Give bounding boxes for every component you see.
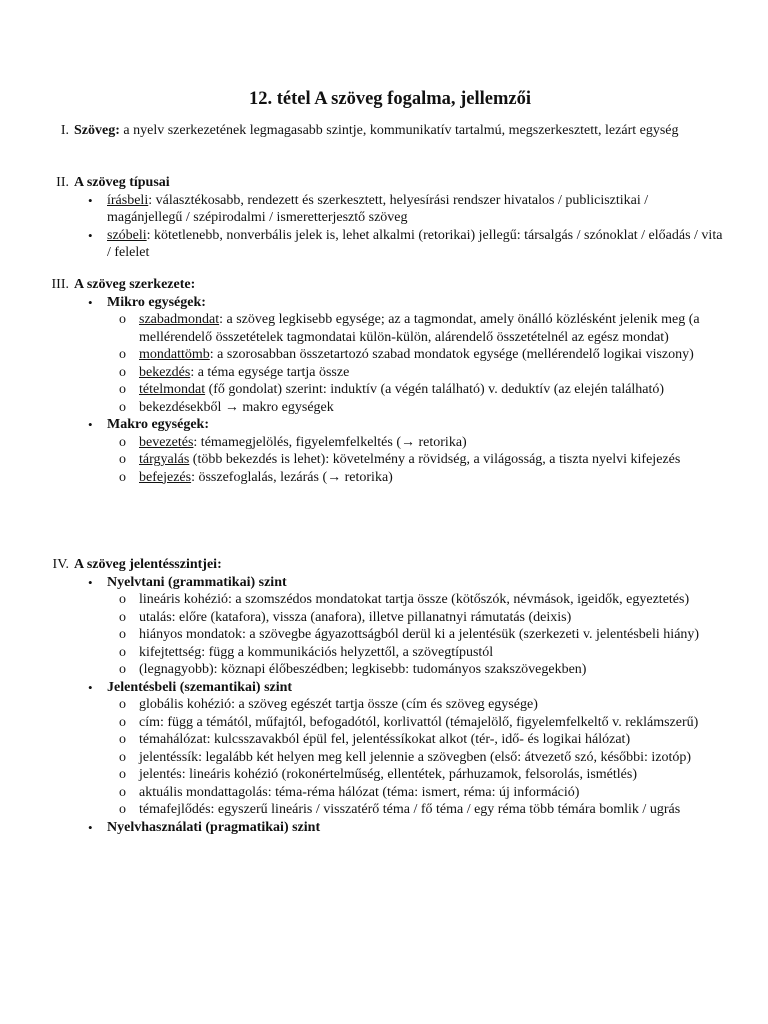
section-numeral: I. [60, 123, 69, 138]
item-text: : a téma egysége tartja össze [190, 364, 350, 380]
item-term: írásbeli [107, 192, 149, 208]
group-label: Nyelvtani (grammatikai) szint [107, 574, 287, 590]
section-szoveg [44, 122, 724, 140]
group-label: Nyelvhasználati (pragmatikai) szint [107, 819, 321, 835]
item-text: : a szöveg legkisebb egysége; az a tagmondat, amely önálló közlésként jelenik meg (a mellérendelő összetételek tagmondatai külön-külön, alárendelő összetételnél az egész mondat) [139, 312, 700, 345]
section-numeral: IV. [52, 557, 69, 572]
list-item [119, 731, 724, 749]
section-text: a nyelv szerkezetének legmagasabb szintje, kommunikatív tartalmú, megszerkesztett, lezárt egység [119, 123, 679, 138]
circle-bullet-icon: o [119, 609, 126, 625]
group-label: Makro egységek: [107, 417, 209, 432]
item-term: szabadmondat [139, 312, 220, 327]
circle-bullet-icon: o [119, 644, 126, 660]
item-text: (fő gondolat) szerint: induktív (a végén található) v. deduktív (az elején található) [205, 382, 665, 397]
circle-bullet-icon: o [119, 732, 126, 747]
list-item [119, 469, 724, 487]
list-item [119, 451, 724, 469]
list-item [119, 364, 724, 382]
circle-bullet-icon: o [119, 364, 126, 380]
item-term: bevezetés [139, 434, 194, 450]
item-text: : a szorosabban összetartozó szabad mondatok egysége (mellérendelő logikai viszony) [209, 347, 694, 362]
item-text: : témamegjelölés, figyelemfelkeltés (→ retorika) [193, 434, 467, 450]
section-heading: A szöveg jelentésszintjei: [74, 557, 222, 572]
bullet-list [44, 574, 724, 837]
item-text: témafejlődés: egyszerű lineáris / visszatérő téma / fő téma / egy réma több témára bomlik / ugrás [139, 802, 681, 817]
item-text: aktuális mondattagolás: téma-réma hálózat (téma: ismert, réma: új információ) [139, 784, 580, 800]
page-title: 12. tétel A szöveg fogalma, jellemzői [248, 89, 532, 109]
item-term: szóbeli [107, 227, 147, 243]
item-text: hiányos mondatok: a szövegbe ágyazottságból derül ki a jelentésük (szerkezeti v. jelentésbeli hiány) [139, 627, 700, 642]
circle-bullet-icon: o [119, 714, 126, 730]
bullet-icon: • [88, 819, 93, 835]
circle-bullet-icon: o [119, 802, 126, 817]
list-group-makro [88, 416, 724, 486]
bullet-icon: • [88, 227, 93, 243]
bullet-icon: • [88, 574, 93, 590]
list-item [119, 644, 724, 662]
sub-list [107, 696, 724, 819]
circle-bullet-icon: o [119, 452, 126, 467]
list-item [119, 784, 724, 802]
bullet-list [44, 294, 724, 487]
item-text: jelentés: lineáris kohézió (rokonértelműség, ellentétek, párhuzamok, felsorolás, ismétlés) [139, 767, 637, 782]
list-item [119, 311, 724, 346]
item-term: tételmondat [139, 382, 206, 397]
item-text: jelentéssík: legalább két helyen meg kell jelennie a szövegben (első: átvezető szó, későbbi: izotóp) [139, 749, 692, 765]
bullet-icon: • [88, 417, 93, 432]
circle-bullet-icon: o [119, 347, 126, 362]
list-item [88, 192, 724, 227]
item-text: globális kohézió: a szöveg egészét tartja össze (cím és szöveg egysége) [139, 697, 538, 712]
section-heading: A szöveg szerkezete: [74, 277, 196, 292]
circle-bullet-icon: o [119, 627, 126, 642]
item-text: utalás: előre (katafora), vissza (anafora), illetve pillanatnyi rámutatás (deixis) [139, 609, 572, 625]
bullet-list [44, 192, 724, 262]
item-text: : kötetlenebb, nonverbális jelek is, lehet alkalmi (retorikai) jellegű: társalgás / szónoklat / előadás / vita / felelet [107, 227, 723, 260]
bullet-icon: • [88, 192, 93, 208]
list-item [88, 227, 724, 262]
list-group-mikro [88, 294, 724, 417]
item-text: kifejtettség: függ a kommunikációs helyzettől, a szövegtípustól [139, 644, 494, 660]
item-text: (legnagyobb): köznapi élőbeszédben; legkisebb: tudományos szakszövegekben) [139, 662, 587, 677]
circle-bullet-icon: o [119, 697, 126, 712]
list-item [119, 399, 724, 417]
group-label: Mikro egységek: [107, 294, 206, 310]
section-heading: A szöveg típusai [74, 175, 170, 190]
circle-bullet-icon: o [119, 312, 126, 327]
circle-bullet-icon: o [119, 784, 126, 800]
list-item [119, 591, 724, 609]
sub-list [107, 434, 724, 487]
section-term: Szöveg: [74, 123, 120, 138]
list-group-pragmatikai [88, 819, 724, 837]
bullet-icon: • [88, 294, 93, 310]
circle-bullet-icon: o [119, 749, 126, 765]
list-group-szemantikai [88, 679, 724, 819]
list-item [119, 609, 724, 627]
circle-bullet-icon: o [119, 434, 126, 450]
section-szoveg-szerkezete [44, 276, 724, 486]
sub-list [107, 311, 724, 416]
item-term: bekezdés [139, 364, 191, 380]
item-term: befejezés [139, 469, 192, 485]
circle-bullet-icon: o [119, 767, 126, 782]
item-term: tárgyalás [139, 452, 190, 467]
list-item [119, 434, 724, 452]
list-item [119, 801, 724, 819]
item-text: (több bekezdés is lehet): követelmény a rövidség, a világosság, a tiszta nyelvi kifejezés [189, 452, 681, 467]
circle-bullet-icon: o [119, 469, 126, 485]
group-label: Jelentésbeli (szemantikai) szint [107, 679, 293, 695]
list-item [119, 766, 724, 784]
item-text: témahálózat: kulcsszavakból épül fel, jelentéssíkokat alkot (tér-, idő- és logikai hálózat) [139, 732, 631, 747]
circle-bullet-icon: o [119, 662, 126, 677]
item-term: mondattömb [139, 347, 210, 362]
sub-list [107, 591, 724, 679]
circle-bullet-icon: o [119, 592, 126, 607]
list-item [119, 381, 724, 399]
item-text: bekezdésekből → makro egységek [139, 399, 334, 415]
list-item [119, 696, 724, 714]
bullet-icon: • [88, 679, 93, 695]
circle-bullet-icon: o [119, 399, 126, 415]
item-text: : választékosabb, rendezett és szerkesztett, helyesírási rendszer hivatalos / publicisztikai / magánjellegű / szépirodalmi / ismeretterjesztő szöveg [107, 192, 649, 225]
section-numeral: II. [56, 175, 69, 190]
section-jelentesszintjei [44, 556, 724, 836]
item-text: cím: függ a témától, műfajtól, befogadótól, korlivattól (témajelölő, figyelemfelkeltő v. reklámszerű) [139, 714, 699, 730]
item-text: : összefoglalás, lezárás (→ retorika) [191, 469, 393, 485]
section-szoveg-tipusai [44, 174, 724, 262]
item-text: lineáris kohézió: a szomszédos mondatokat tartja össze (kötőszók, névmások, igeidők, egyeztetés) [139, 592, 690, 607]
circle-bullet-icon: o [119, 382, 126, 397]
list-item [119, 714, 724, 732]
section-numeral: III. [51, 277, 69, 292]
list-item [119, 346, 724, 364]
list-item [119, 661, 724, 679]
list-group-grammatikai [88, 574, 724, 679]
list-item [119, 749, 724, 767]
list-item [119, 626, 724, 644]
